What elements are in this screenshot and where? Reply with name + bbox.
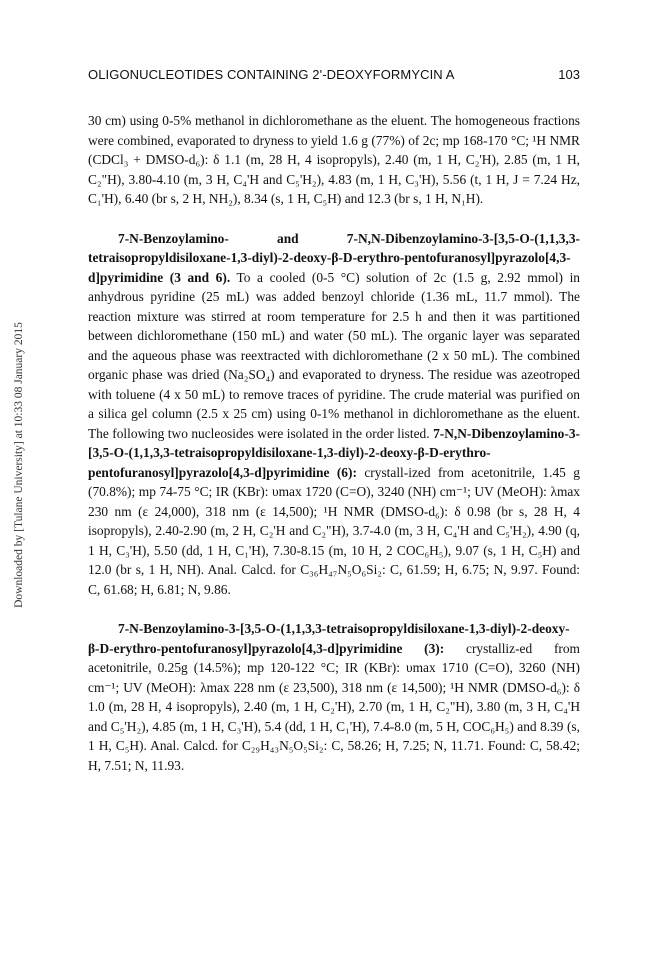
download-watermark bbox=[12, 230, 26, 700]
paragraph-synthesis bbox=[88, 229, 580, 600]
paragraph-text: To a cooled (0-5 °C) solution of 2c (1.5 g, 2.92 mmol) in anhydrous pyridine (25 mL) was added benzoyl chloride (1.36 mL, 11.7 mmol). The reaction mixture was stirred at room temperature for 2.5 h and then it was partitioned between dichloromethane (150 mL) and water (50 mL). The organic layer was separated and the aqueous phase was reextracted with dichloromethane (2 x 50 mL). The combined organic phase was dried (Na₂SO₄) and evaporated to dryness. The residue was azeotroped with toluene (4 x 50 mL) to remove traces of pyridine. The crude material was purified on a silica gel column (2.5 x 25 cm) using 0-1% methanol in dichloromethane as the eluent. The following two nucleosides were isolated in the order listed. bbox=[88, 269, 581, 441]
running-title: OLIGONUCLEOTIDES CONTAINING 2'-DEOXYFORMYCIN A bbox=[88, 67, 455, 82]
paragraph-compound-3 bbox=[88, 619, 580, 775]
paragraph-continuation bbox=[88, 111, 580, 209]
page-number: 103 bbox=[558, 67, 580, 82]
running-header bbox=[88, 67, 580, 87]
paragraph-text: crystalliz-ed from acetonitrile, 0.25g (14.5%); mp 120-122 °C; IR (KBr): υmax 1710 (C=O), 3260 (NH) cm⁻¹; UV (MeOH): λmax 228 nm (ε 23,500), 318 nm (ε 14,500); ¹H NMR (DMSO-d₆): δ 1.0 (m, 28 H, 4 isopropyls), 2.40 (m, 1 H, C₂'H), 2.70 (m, 1 H, C₂"H), 3.80 (m, 3 H, C₄'H and C₅'H₂), 4.85 (m, 1 H, C₃'H), 5.4 (dd, 1 H, C₁'H), 7.4-8.0 (m, 5 H, COC₆H₅) and 8.39 (s, 1 H, C₅H). Anal. Calcd. for C₂₉H₄₃N₅O₅Si₂: C, 58.26; H, 7.25; N, 11.71. Found: C, 58.42; H, 7.51; N, 11.93. bbox=[88, 640, 580, 773]
compound-heading: 7-N-Benzoylamino- and 7-N,N-Dibenzoylamino-3-[3,5-O-(1,1,3,3-tetraisopropyldisiloxane-1,3-diyl)-2-deoxy-β-D-erythro-pentofuranosyl]pyrazolo[4,3-d]pyrimidine (3 and 6). bbox=[88, 230, 580, 285]
compound-subheading: 7-N,N-Dibenzoylamino-3-[3,5-O-(1,1,3,3-tetraisopropyldisiloxane-1,3-diyl)-2-deoxy-β-D-erythro-pentofuranosyl]pyrazolo[4,3-d]pyrimidine (6): bbox=[88, 425, 580, 480]
paragraph-text: 30 cm) using 0-5% methanol in dichloromethane as the eluent. The homogeneous fractions were combined, evaporated to dryness to yield 1.6 g (77%) of 2c; mp 168-170 °C; ¹H NMR (CDCl₃ + DMSO-d₆): δ 1.1 (m, 28 H, 4 isopropyls), 2.40 (m, 1 H, C₂'H), 2.85 (m, 1 H, C₂"H), 3.80-4.10 (m, 3 H, C₄'H and C₅'H₂), 4.83 (m, 1 H, C₃'H), 5.56 (t, 1 H, J = 7.24 Hz, C₁'H), 6.40 (br s, 2 H, NH₂), 8.34 (s, 1 H, C₅H) and 12.3 (br s, 1 H, N₁H). bbox=[88, 113, 580, 206]
paragraph-text: crystall-ized from acetonitrile, 1.45 g (70.8%); mp 74-75 °C; IR (KBr): υmax 1720 (C=O), 3240 (NH) cm⁻¹; UV (MeOH): λmax 230 nm (ε 24,000), 318 nm (ε 14,500); ¹H NMR (DMSO-d₆): δ 0.98 (br s, 28 H, 4 isopropyls), 2.40-2.90 (m, 2 H, C₂'H and C₂"H), 3.7-4.0 (m, 3 H, C₄'H and C₅'H₂), 4.90 (q, 1 H, C₃'H), 5.50 (dd, 1 H, C₁'H), 7.30-8.15 (m, 10 H, 2 COC₆H₅), 9.07 (s, 1 H, C₅H) and 12.0 (br s, 1 H, NH). Anal. Calcd. for C₃₆H₄₇N₅O₆Si₂: C, 61.59; H, 6.75; N, 9.97. Found: C, 61.68; H, 6.81; N, 9.86. bbox=[88, 464, 580, 597]
download-note: Downloaded by [Tulane University] at 10:33 08 January 2015 bbox=[13, 322, 25, 608]
compound-heading: 7-N-Benzoylamino-3-[3,5-O-(1,1,3,3-tetraisopropyldisiloxane-1,3-diyl)-2-deoxy-β-D-erythro-pentofuranosyl]pyrazolo[4,3-d]pyrimidine (3): bbox=[88, 621, 570, 656]
article-body bbox=[88, 111, 580, 775]
